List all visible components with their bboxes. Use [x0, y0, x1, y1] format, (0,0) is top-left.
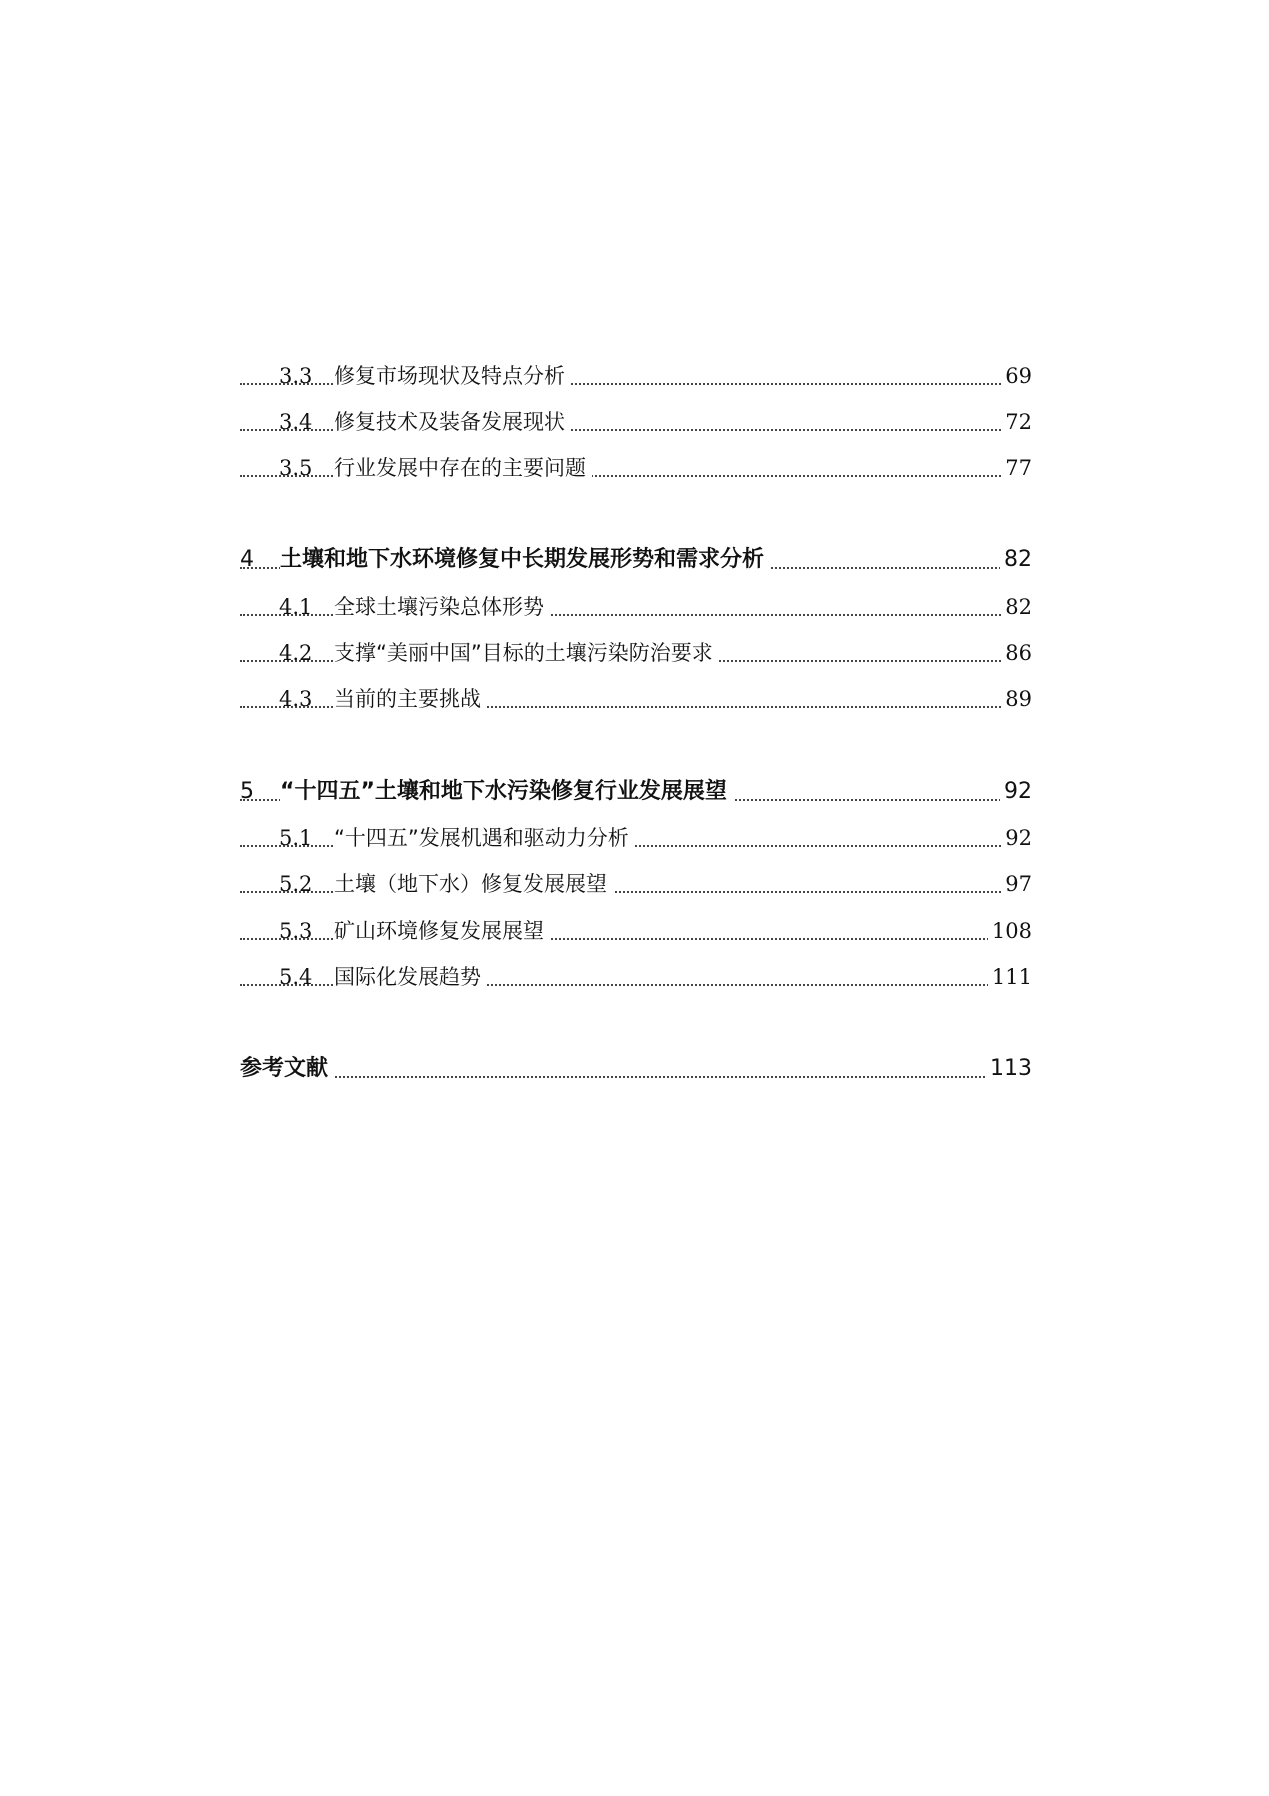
toc-entry-title: 支撑“美丽中国”目标的土壤污染防治要求	[334, 633, 719, 673]
toc-chapter-number: 5	[240, 779, 254, 804]
toc-dot-leader	[240, 1049, 1032, 1089]
toc-entry-page: 111	[988, 957, 1032, 997]
toc-entry-title: 土壤（地下水）修复发展展望	[334, 864, 613, 904]
toc-entry-number: 5.2	[279, 872, 313, 896]
toc-entry-title: 当前的主要挑战	[334, 679, 487, 719]
toc-entry-4-2[interactable]	[0, 633, 1269, 673]
toc-entry-number: 5.1	[279, 826, 313, 850]
toc-entry-title: 矿山环境修复发展展望	[334, 911, 550, 951]
toc-entry-number: 3.3	[279, 364, 313, 388]
toc-entry-page: 89	[1001, 679, 1032, 719]
toc-entry-number: 5.3	[279, 919, 313, 943]
toc-entry-title: “十四五”发展机遇和驱动力分析	[334, 818, 635, 858]
toc-entry-4-1[interactable]	[0, 587, 1269, 627]
toc-chapter-4[interactable]	[0, 540, 1269, 580]
toc-entry-3-5[interactable]	[0, 448, 1269, 488]
toc-entry-number: 4.3	[279, 687, 313, 711]
toc-entry-page: 108	[988, 911, 1032, 951]
toc-entry-title: 国际化发展趋势	[334, 957, 487, 997]
toc-entry-page: 82	[1001, 587, 1032, 627]
toc-entry-5-2[interactable]	[0, 864, 1269, 904]
toc-entry-5-3[interactable]	[0, 911, 1269, 951]
toc-entry-page: 72	[1001, 402, 1032, 442]
toc-entry-number: 3.4	[279, 410, 313, 434]
toc-entry-4-3[interactable]	[0, 679, 1269, 719]
toc-references-page: 113	[986, 1049, 1032, 1089]
toc-entry-5-4[interactable]	[0, 957, 1269, 997]
toc-entry-3-4[interactable]	[0, 402, 1269, 442]
toc-entry-number: 3.5	[279, 456, 313, 480]
toc-entry-number: 4.2	[279, 641, 313, 665]
toc-entry-3-3[interactable]	[0, 356, 1269, 396]
toc-entry-page: 97	[1001, 864, 1032, 904]
toc-entry-title: 修复市场现状及特点分析	[334, 356, 571, 396]
toc-entry-page: 77	[1001, 448, 1032, 488]
toc-entry-page: 86	[1001, 633, 1032, 673]
toc-references[interactable]	[0, 1049, 1269, 1089]
toc-chapter-5[interactable]	[0, 772, 1269, 812]
toc-entry-page: 69	[1001, 356, 1032, 396]
toc-chapter-number: 4	[240, 547, 254, 572]
toc-entry-title: 修复技术及装备发展现状	[334, 402, 571, 442]
toc-chapter-title: 土壤和地下水环境修复中长期发展形势和需求分析	[280, 540, 770, 580]
toc-entry-number: 4.1	[279, 595, 313, 619]
toc-entry-number: 5.4	[279, 965, 313, 989]
toc-chapter-title: “十四五”土壤和地下水污染修复行业发展展望	[280, 772, 733, 812]
toc-chapter-page: 92	[1000, 772, 1032, 812]
toc-entry-page: 92	[1001, 818, 1032, 858]
toc-chapter-page: 82	[1000, 540, 1032, 580]
toc-entry-5-1[interactable]	[0, 818, 1269, 858]
toc-references-title: 参考文献	[240, 1049, 334, 1089]
toc-entry-title: 行业发展中存在的主要问题	[334, 448, 592, 488]
toc-entry-title: 全球土壤污染总体形势	[334, 587, 550, 627]
